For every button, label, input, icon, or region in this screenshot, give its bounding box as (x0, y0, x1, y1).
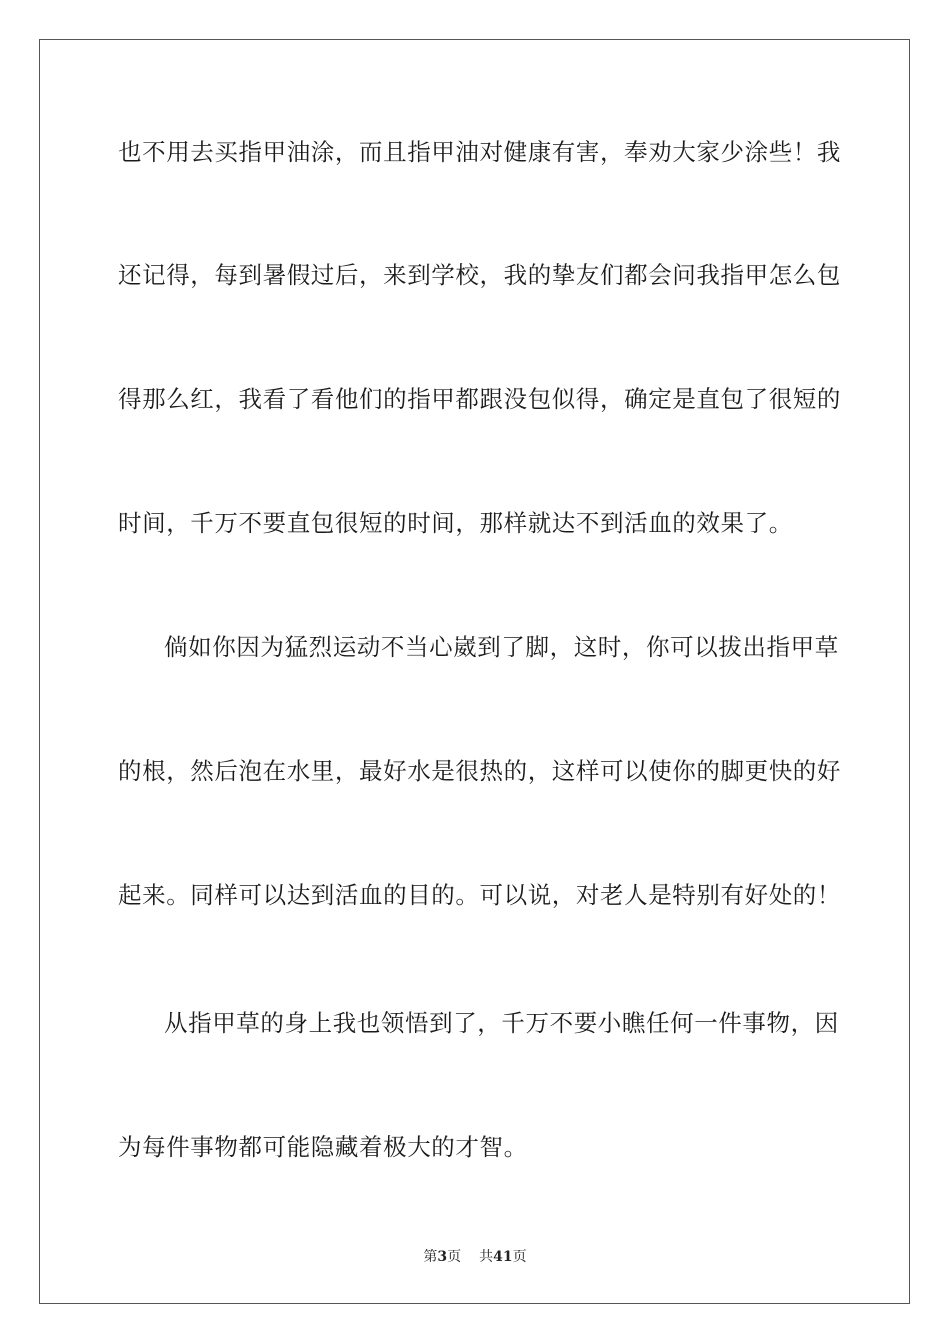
paragraph-line: 的根，然后泡在水里，最好水是很热的，这样可以使你的脚更快的好 (118, 757, 841, 785)
page-suffix: 页 (447, 1249, 462, 1265)
total-prefix: 共 (479, 1249, 494, 1265)
total-pages: 41 (493, 1249, 513, 1265)
paragraph-line: 时间，千万不要直包很短的时间，那样就达不到活血的效果了。 (118, 509, 793, 537)
paragraph-line: 起来。同样可以达到活血的目的。可以说，对老人是特别有好处的！ (118, 881, 841, 909)
page-number: 3 (437, 1249, 448, 1265)
paragraph-line: 为每件事物都可能隐藏着极大的才智。 (118, 1133, 528, 1161)
paragraph-line: 倘如你因为猛烈运动不当心崴到了脚，这时，你可以拔出指甲草 (164, 633, 839, 661)
page-footer (0, 1248, 950, 1266)
page-prefix: 第 (423, 1249, 438, 1265)
paragraph-line: 还记得，每到暑假过后，来到学校，我的挚友们都会问我指甲怎么包 (118, 261, 841, 289)
paragraph-line: 从指甲草的身上我也领悟到了，千万不要小瞧任何一件事物，因 (164, 1009, 839, 1037)
paragraph-line: 也不用去买指甲油涂，而且指甲油对健康有害，奉劝大家少涂些！我 (118, 138, 841, 166)
paragraph-line: 得那么红，我看了看他们的指甲都跟没包似得，确定是直包了很短的 (118, 385, 841, 413)
page-frame (39, 39, 910, 1304)
total-suffix: 页 (512, 1249, 527, 1265)
